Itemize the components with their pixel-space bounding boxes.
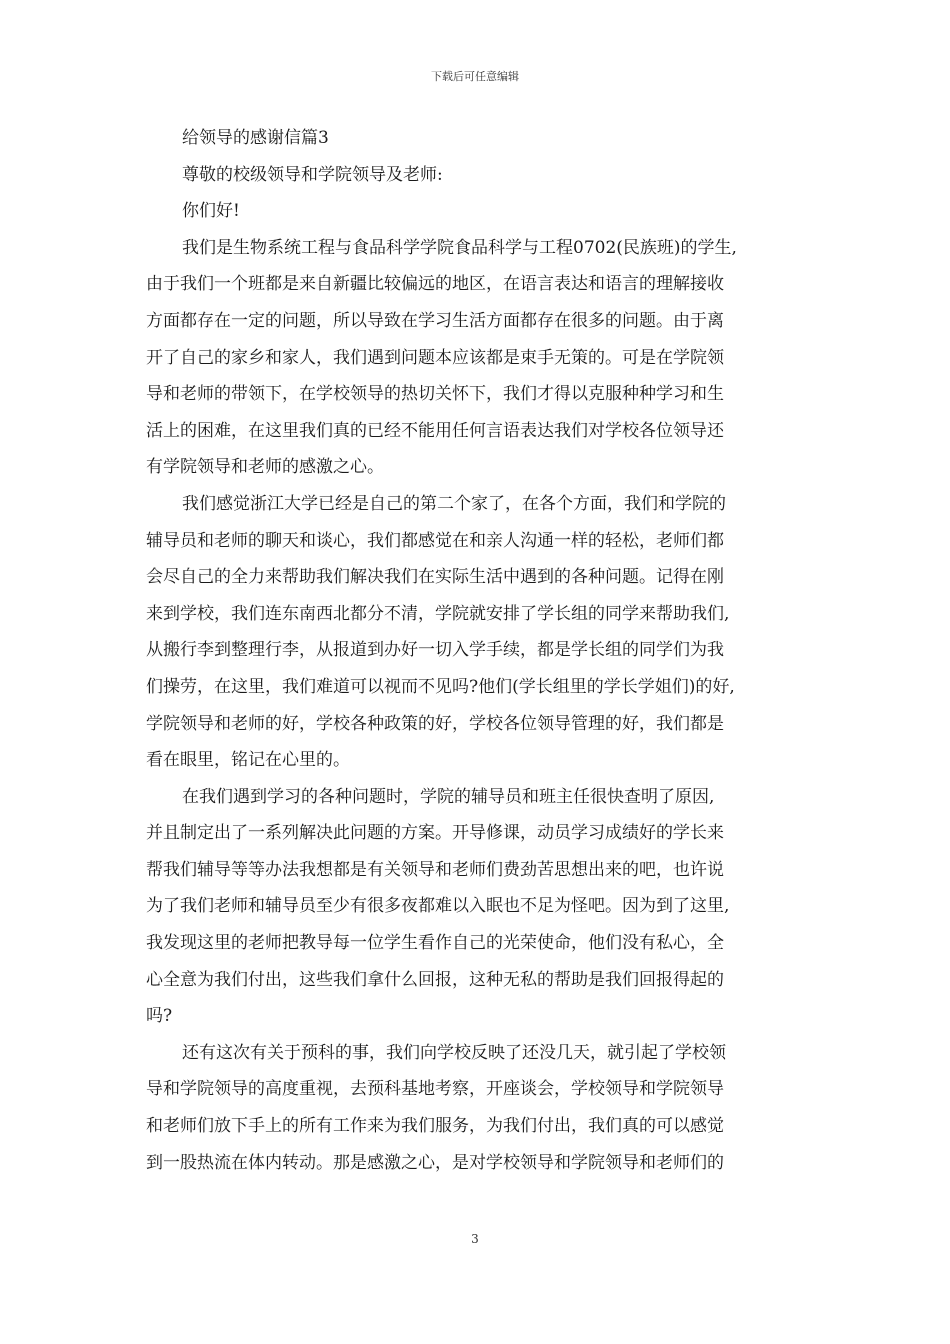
- paragraph-2-line: 从搬行李到整理行李，从报道到办好一切入学手续，都是学长组的同学们为我: [146, 640, 724, 661]
- paragraph-1-line: 方面都存在一定的问题，所以导致在学习生活方面都存在很多的问题。由于离: [146, 310, 724, 331]
- paragraph-1-line: 有学院领导和老师的感激之心。: [146, 457, 384, 478]
- page-header: 下载后可任意编辑: [431, 70, 519, 83]
- paragraph-3-line: 为了我们老师和辅导员至少有很多夜都难以入眠也不足为怪吧。因为到了这里,: [146, 896, 730, 917]
- paragraph-1-line: 导和老师的带领下，在学校领导的热切关怀下，我们才得以克服种种学习和生: [146, 384, 724, 405]
- paragraph-2-line: 看在眼里，铭记在心里的。: [146, 750, 350, 771]
- paragraph-1-line: 开了自己的家乡和家人，我们遇到问题本应该都是束手无策的。可是在学院领: [146, 347, 724, 368]
- paragraph-3-line: 帮我们辅导等等办法我想都是有关领导和老师们费劲苦思想出来的吧，也许说: [146, 859, 724, 880]
- paragraph-2-line: 学院领导和老师的好，学校各种政策的好，学校各位领导管理的好，我们都是: [146, 713, 724, 734]
- paragraph-4-line: 导和学院领导的高度重视，去预科基地考察，开座谈会，学校领导和学院领导: [146, 1079, 724, 1100]
- letter-title: 给领导的感谢信篇3: [182, 128, 329, 148]
- paragraph-2-line: 会尽自己的全力来帮助我们解决我们在实际生活中遇到的各种问题。记得在刚: [146, 567, 724, 588]
- paragraph-2-line: 我们感觉浙江大学已经是自己的第二个家了，在各个方面，我们和学院的: [182, 493, 726, 514]
- salutation: 尊敬的校级领导和学院领导及老师:: [182, 164, 443, 185]
- paragraph-1-line: 活上的困难，在这里我们真的已经不能用任何言语表达我们对学校各位领导还: [146, 420, 724, 441]
- paragraph-3-line: 吗?: [146, 1006, 173, 1027]
- paragraph-1-line: 我们是生物系统工程与食品科学学院食品科学与工程0702(民族班)的学生,: [182, 237, 737, 258]
- paragraph-1-line: 由于我们一个班都是来自新疆比较偏远的地区，在语言表达和语言的理解接收: [146, 274, 724, 295]
- paragraph-3-line: 我发现这里的老师把教导每一位学生看作自己的光荣使命，他们没有私心，全: [146, 933, 724, 954]
- paragraph-2-line: 辅导员和老师的聊天和谈心，我们都感觉在和亲人沟通一样的轻松，老师们都: [146, 530, 724, 551]
- greeting: 你们好!: [182, 201, 240, 222]
- paragraph-4-line: 和老师们放下手上的所有工作来为我们服务，为我们付出，我们真的可以感觉: [146, 1116, 724, 1137]
- page-number: 3: [471, 1232, 479, 1246]
- paragraph-4-line: 到一股热流在体内转动。那是感激之心，是对学校领导和学院领导和老师们的: [146, 1152, 724, 1173]
- paragraph-3-line: 并且制定出了一系列解决此问题的方案。开导修课，动员学习成绩好的学长来: [146, 823, 724, 844]
- paragraph-4-line: 还有这次有关于预科的事，我们向学校反映了还没几天，就引起了学校领: [182, 1042, 726, 1063]
- paragraph-3-line: 心全意为我们付出，这些我们拿什么回报，这种无私的帮助是我们回报得起的: [146, 969, 724, 990]
- paragraph-3-line: 在我们遇到学习的各种问题时，学院的辅导员和班主任很快查明了原因,: [182, 786, 715, 807]
- letter-body: [146, 120, 808, 1181]
- paragraph-2-line: 们操劳，在这里，我们难道可以视而不见吗?他们(学长组里的学长学姐们)的好,: [146, 676, 735, 697]
- paragraph-2-line: 来到学校，我们连东南西北都分不清，学院就安排了学长组的同学来帮助我们,: [146, 603, 730, 624]
